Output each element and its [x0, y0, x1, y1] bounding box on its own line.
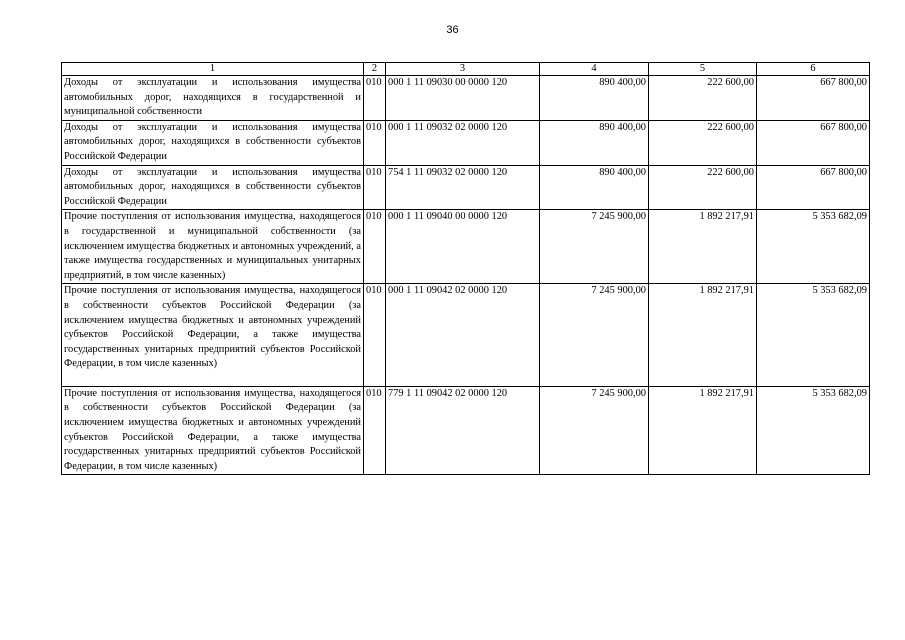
budget-table: [61, 62, 870, 475]
row-name: Доходы от эксплуатации и использования имущества автомобильных дорог, находящихся в собственности субъектов Российской Федерации: [62, 120, 364, 165]
row-code: 010: [364, 284, 386, 387]
row-name: Доходы от эксплуатации и использования имущества автомобильных дорог, находящихся в собственности субъектов Российской Федерации: [62, 165, 364, 210]
row-code: 010: [364, 120, 386, 165]
table-row: [62, 120, 870, 165]
row-col6: 5 353 682,09: [757, 210, 870, 284]
row-code: 010: [364, 165, 386, 210]
row-col6: 667 800,00: [757, 165, 870, 210]
row-kbk: 000 1 11 09030 00 0000 120: [386, 76, 540, 121]
row-name: Прочие поступления от использования имущества, находящегося в государственной и муниципальной собственности (за исключением имущества бюджетных и автономных учреждений, а также имущества государственных и муниципальных унитарных предприятий, в том числе казенных): [62, 210, 364, 284]
row-code: 010: [364, 386, 386, 475]
row-kbk: 000 1 11 09032 02 0000 120: [386, 120, 540, 165]
row-col4: 890 400,00: [540, 165, 649, 210]
header-col-1: 1: [62, 63, 364, 76]
row-name: Доходы от эксплуатации и использования имущества автомобильных дорог, находящихся в государственной и муниципальной собственности: [62, 76, 364, 121]
row-col4: 7 245 900,00: [540, 284, 649, 387]
table-row: [62, 284, 870, 387]
row-col6: 667 800,00: [757, 120, 870, 165]
row-name: Прочие поступления от использования имущества, находящегося в собственности субъектов Российской Федерации (за исключением имущества бюджетных и автономных учреждений субъектов Российской Федерации, а также имущества государственных унитарных предприятий субъектов Российской Федерации, в том числе казенных): [62, 386, 364, 475]
row-kbk: 000 1 11 09040 00 0000 120: [386, 210, 540, 284]
row-name: Прочие поступления от использования имущества, находящегося в собственности субъектов Российской Федерации (за исключением имущества бюджетных и автономных учреждений субъектов Российской Федерации, а также имущества государственных унитарных предприятий субъектов Российской Федерации, в том числе казенных): [62, 284, 364, 387]
row-col5: 222 600,00: [649, 120, 757, 165]
table-row: [62, 165, 870, 210]
header-col-4: 4: [540, 63, 649, 76]
table-row: [62, 76, 870, 121]
header-col-6: 6: [757, 63, 870, 76]
page-number: 36: [446, 24, 459, 36]
row-col5: 222 600,00: [649, 165, 757, 210]
table-row: [62, 386, 870, 475]
header-col-5: 5: [649, 63, 757, 76]
row-col5: 1 892 217,91: [649, 210, 757, 284]
header-col-2: 2: [364, 63, 386, 76]
row-col6: 5 353 682,09: [757, 386, 870, 475]
header-col-3: 3: [386, 63, 540, 76]
table-row: [62, 210, 870, 284]
row-col5: 1 892 217,91: [649, 284, 757, 387]
row-col4: 890 400,00: [540, 120, 649, 165]
row-code: 010: [364, 76, 386, 121]
row-col6: 5 353 682,09: [757, 284, 870, 387]
row-col4: 7 245 900,00: [540, 210, 649, 284]
row-col5: 222 600,00: [649, 76, 757, 121]
row-col5: 1 892 217,91: [649, 386, 757, 475]
row-kbk: 000 1 11 09042 02 0000 120: [386, 284, 540, 387]
row-kbk: 779 1 11 09042 02 0000 120: [386, 386, 540, 475]
row-col6: 667 800,00: [757, 76, 870, 121]
row-code: 010: [364, 210, 386, 284]
row-col4: 7 245 900,00: [540, 386, 649, 475]
header-row: [62, 63, 870, 76]
row-kbk: 754 1 11 09032 02 0000 120: [386, 165, 540, 210]
row-col4: 890 400,00: [540, 76, 649, 121]
